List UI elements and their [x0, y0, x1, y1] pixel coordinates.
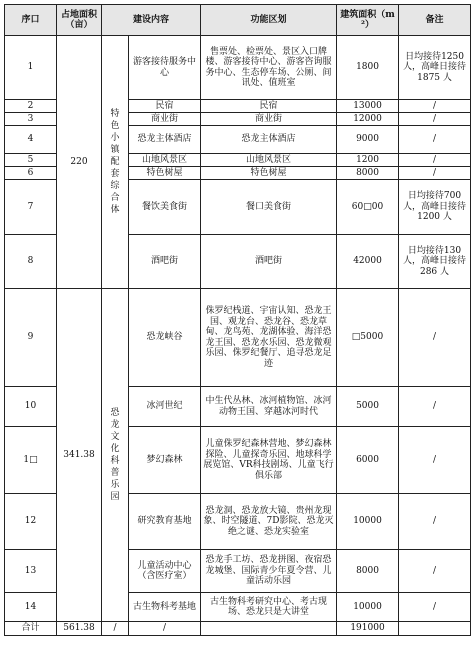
- cell-content: 山地风景区: [129, 154, 201, 167]
- total-function: [201, 622, 337, 636]
- cell-seq: 13: [5, 550, 57, 593]
- cell-building-area: □5000: [337, 289, 399, 387]
- cell-content: 商业街: [129, 113, 201, 126]
- cell-content: 酒吧街: [129, 235, 201, 289]
- cell-content: 特色树屋: [129, 167, 201, 180]
- cell-content: 梦幻森林: [129, 427, 201, 494]
- cell-group-town: [102, 36, 129, 289]
- cell-notes: /: [399, 100, 471, 113]
- cell-function: 商业街: [201, 113, 337, 126]
- cell-content: 古生物科考基地: [129, 593, 201, 622]
- cell-content: 冰河世纪: [129, 387, 201, 427]
- group-label-town: 特色小镇配套综合体: [110, 109, 120, 215]
- table-row: [5, 36, 471, 100]
- cell-content: 餐饮美食街: [129, 180, 201, 235]
- cell-notes: /: [399, 387, 471, 427]
- cell-seq: 1□: [5, 427, 57, 494]
- cell-building-area: 42000: [337, 235, 399, 289]
- total-group: /: [102, 622, 129, 636]
- cell-notes: /: [399, 593, 471, 622]
- cell-building-area: 6000: [337, 427, 399, 494]
- cell-function: 恐龙洞、恐龙放大镜、贵州龙现象、时空隧道、7D影院、恐龙灭绝之谜、恐龙实验室: [201, 494, 337, 550]
- cell-seq: 5: [5, 154, 57, 167]
- cell-content: 儿童活动中心（含医疗室）: [129, 550, 201, 593]
- cell-seq: 2: [5, 100, 57, 113]
- cell-seq: 4: [5, 126, 57, 154]
- cell-seq: 1: [5, 36, 57, 100]
- cell-notes: 日均接待700 人，高峰日接待 1200 人: [399, 180, 471, 235]
- header-seq: 序口: [5, 5, 57, 36]
- cell-building-area: 5000: [337, 387, 399, 427]
- total-content: /: [129, 622, 201, 636]
- cell-notes: 日均接待130 人，高峰日接待 286 人: [399, 235, 471, 289]
- cell-notes: /: [399, 113, 471, 126]
- cell-seq: 8: [5, 235, 57, 289]
- cell-building-area: 1800: [337, 36, 399, 100]
- cell-function: 恐龙主体酒店: [201, 126, 337, 154]
- cell-seq: 10: [5, 387, 57, 427]
- total-area: 561.38: [57, 622, 102, 636]
- total-building-area: 191000: [337, 622, 399, 636]
- cell-notes: /: [399, 550, 471, 593]
- cell-content: 民宿: [129, 100, 201, 113]
- cell-seq: 12: [5, 494, 57, 550]
- cell-seq: 7: [5, 180, 57, 235]
- header-row: [5, 5, 471, 36]
- cell-function: 中生代丛林、冰河植物馆、冰河动物王国、穿越冰河时代: [201, 387, 337, 427]
- total-label: 合计: [5, 622, 57, 636]
- cell-seq: 3: [5, 113, 57, 126]
- cell-seq: 14: [5, 593, 57, 622]
- cell-seq: 9: [5, 289, 57, 387]
- cell-function: 恐龙手工坊、恐龙拼图、夜宿恐龙城堡、国际青少年夏令营、儿童活动乐园: [201, 550, 337, 593]
- cell-notes: /: [399, 154, 471, 167]
- cell-notes: /: [399, 167, 471, 180]
- cell-notes: /: [399, 289, 471, 387]
- cell-group-park: [102, 289, 129, 622]
- cell-function: 儿童侏罗纪森林营地、梦幻森林探险、儿童探奇乐园、地球科学展览馆、VR科技剧场、儿童飞行俱乐部: [201, 427, 337, 494]
- cell-function: 侏罗纪栈道、宇宙认知、恐龙王国、观龙台、恐龙谷、恐龙草甸、龙鸟苑、龙湖体验、海洋恐龙王国、恐龙水乐园、恐龙微观乐园、侏罗纪餐厅、追寻恐龙足迹: [201, 289, 337, 387]
- header-building-area: 建筑面积（m²）: [337, 5, 399, 36]
- cell-content: 游客接待服务中心: [129, 36, 201, 100]
- cell-function: 特色树屋: [201, 167, 337, 180]
- cell-building-area: 12000: [337, 113, 399, 126]
- cell-building-area: 13000: [337, 100, 399, 113]
- header-function: 功能区划: [201, 5, 337, 36]
- cell-content: 恐龙主体酒店: [129, 126, 201, 154]
- cell-area-town: 220: [57, 36, 102, 289]
- cell-seq: 6: [5, 167, 57, 180]
- cell-function: 山地风景区: [201, 154, 337, 167]
- cell-building-area: 10000: [337, 593, 399, 622]
- cell-content: 研究教育基地: [129, 494, 201, 550]
- cell-building-area: 10000: [337, 494, 399, 550]
- header-content: 建设内容: [102, 5, 201, 36]
- group-label-park: 恐龙文化科普乐园: [110, 408, 120, 502]
- total-row: [5, 622, 471, 636]
- construction-content-table: [4, 4, 471, 636]
- cell-function: 售票处、检票处、景区入口牌楼、游客接待中心、游客咨询服务中心、生态停车场、公厕、间讯处、值班室: [201, 36, 337, 100]
- cell-building-area: 9000: [337, 126, 399, 154]
- cell-function: 酒吧街: [201, 235, 337, 289]
- table-row: [5, 289, 471, 387]
- total-notes: [399, 622, 471, 636]
- cell-notes: /: [399, 427, 471, 494]
- cell-building-area: 8000: [337, 167, 399, 180]
- cell-notes: /: [399, 126, 471, 154]
- cell-function: 餐口美食街: [201, 180, 337, 235]
- cell-content: 恐龙峡谷: [129, 289, 201, 387]
- cell-function: 民宿: [201, 100, 337, 113]
- cell-building-area: 1200: [337, 154, 399, 167]
- cell-notes: /: [399, 494, 471, 550]
- cell-notes: 日均接待1250 人，高峰日接待1875 人: [399, 36, 471, 100]
- cell-building-area: 8000: [337, 550, 399, 593]
- header-area: 占地面积（亩）: [57, 5, 102, 36]
- cell-function: 古生物科考研究中心、考古现场、恐龙只是大讲堂: [201, 593, 337, 622]
- cell-area-park: 341.38: [57, 289, 102, 622]
- cell-building-area: 60□00: [337, 180, 399, 235]
- header-notes: 备注: [399, 5, 471, 36]
